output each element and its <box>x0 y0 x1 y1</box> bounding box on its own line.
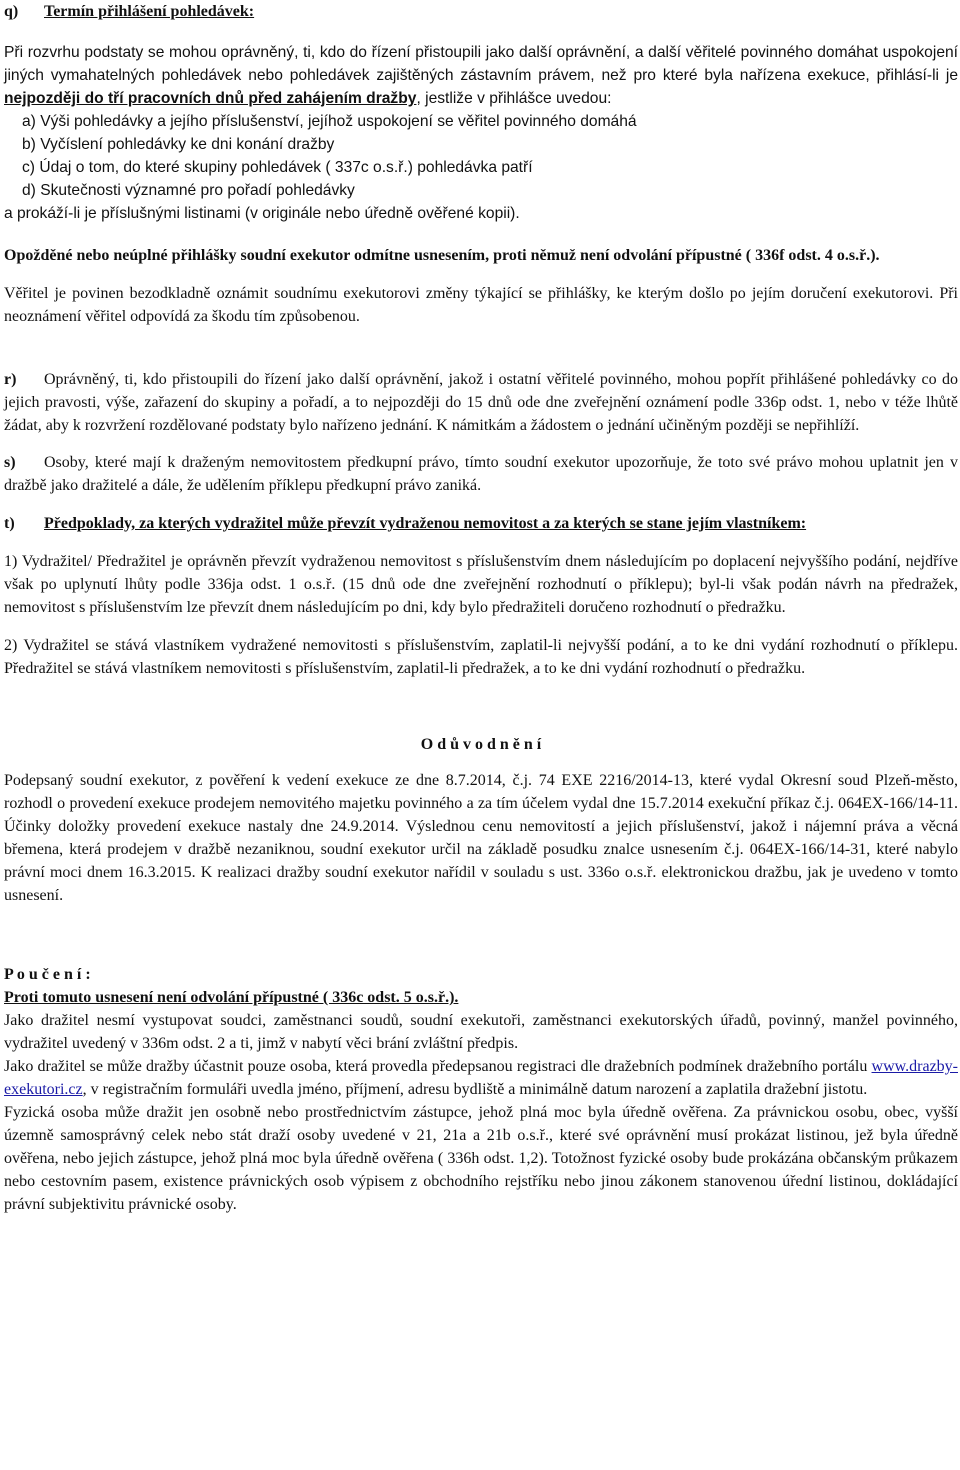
list-item: c) Údaj o tom, do které skupiny pohledávek ( 337c o.s.ř.) pohledávka patří <box>22 159 533 176</box>
section-t-title: Předpoklady, za kterých vydražitel může převzít vydraženou nemovitost a za kterých se stane jejím vlastníkem: <box>44 515 807 532</box>
instruction-text-b: , v registračním formuláři uvedla jméno, příjmení, adresu bydliště a minimálně datum narození a zaplatila dražební jistotu. <box>82 1081 868 1098</box>
takeover-paragraph-1: 1) Vydražitel/ Předražitel je oprávněn převzít vydraženou nemovitost s příslušenstvím dnem následujícím po doplacení nejvyššího podání, nejdříve však po uplynutí lhůty podle 336ja odst. 1 o.s.ř. (15 dnů ode dne zveřejnění rozhodnutí o příklepu); byl-li však podán návrh na předražek, nemovitost s příslušenstvím lze převzít dnem následujícím po dni, kdy bylo předražiteli doručeno rozhodnutí o předražku. <box>4 553 958 616</box>
section-t-heading <box>4 512 958 535</box>
list-item: a) Výši pohledávky a jejího příslušenství, jejíhož uspokojení se věřitel povinného domáhá <box>22 113 637 130</box>
instruction-paragraph-1: Jako dražitel nesmí vystupovat soudci, zaměstnanci soudů, soudní exekutoři, zaměstnanci exekutorských úřadů, povinný, manžel povinného, vydražitel uvedený v 336m odst. 2 a ti, jimž v nabytí věci brání zvláštní předpis. <box>4 1012 958 1052</box>
reasoning-heading: O d ů v o d n ě n í <box>420 736 542 753</box>
section-r-label: r) <box>4 371 17 388</box>
instruction-paragraph-2 <box>4 1055 958 1101</box>
section-t-label: t) <box>4 515 15 532</box>
creditor-duty-paragraph: Věřitel je povinen bezodkladně oznámit soudnímu exekutorovi změny týkající se přihlášky, ke kterým došlo po jejím doručení exekutorovi. Při neoznámení věřitel odpovídá za škodu tím způsobenou. <box>4 285 958 325</box>
section-q-label: q) <box>4 3 19 20</box>
section-q-closing: a prokáží-li je příslušnými listinami (v originále nebo úředně ověřené kopii). <box>4 205 520 222</box>
section-q-title: Termín přihlášení pohledávek: <box>44 3 255 20</box>
section-r-paragraph <box>4 368 958 437</box>
section-s-text: Osoby, které mají k draženým nemovitostem předkupní právo, tímto soudní exekutor upozorňuje, že toto své právo mohou uplatnit jen v dražbě jako dražitelé a dále, že udělením příklepu předkupní právo zaniká. <box>4 454 958 494</box>
section-q-heading <box>4 0 958 23</box>
section-s-paragraph <box>4 451 958 497</box>
section-q-text-b: , jestliže v přihlášce uvedou: <box>416 90 612 107</box>
list-item: d) Skutečnosti významné pro pořadí pohledávky <box>22 182 355 199</box>
instruction-paragraph-3: Fyzická osoba může dražit jen osobně nebo prostřednictvím zástupce, jehož plná moc byla úředně ověřena. Za právnickou osobu, obec, vyšší územně samosprávný celek nebo stát draží osoby uvedené v 21, 21a a 21b o.s.ř., které své oprávnění musí prokázat listinou, jež byla úředně ověřena, nebo jejich zástupce, jehož plná moc byla úředně ověřena ( 336h odst. 1,2). Totožnost fyzické osoby bude prokázána občanským průkazem nebo cestovním pasem, existence právnických osob výpisem z obchodního rejstříku nebo jinou zákonem stanovenou úřední listinou, dokládající právní subjektivitu právnické osoby. <box>4 1104 958 1213</box>
list-item: b) Vyčíslení pohledávky ke dni konání dražby <box>22 136 335 153</box>
no-appeal-notice: Proti tomuto usnesení není odvolání přípustné ( 336c odst. 5 o.s.ř.). <box>4 989 459 1006</box>
auction-portal-link[interactable]: www.drazby-exekutori.cz <box>4 1058 958 1098</box>
section-s-label: s) <box>4 454 16 471</box>
deadline-emphasis: nejpozději do tří pracovních dnů před zahájením dražby <box>4 90 417 107</box>
takeover-paragraph-2: 2) Vydražitel se stává vlastníkem vydražené nemovitosti s příslušenstvím, zaplatil-li nejvyšší podání, a to ke dni vydání rozhodnutí o příklepu. Předražitel se stává vlastníkem nemovitosti s příslušenstvím, zaplatil-li předražek, a to ke dni vydání rozhodnutí o předražku. <box>4 637 958 677</box>
instruction-text-a: Jako dražitel se může dražby účastnit pouze osoba, která provedla předepsanou registraci dle dražebních podmínek dražebního portálu <box>4 1058 872 1075</box>
document-page <box>4 0 958 1216</box>
section-r-text: Oprávněný, ti, kdo přistoupili do řízení jako další oprávnění, jakož i ostatní věřitelé povinného, mohou popřít přihlášené pohledávky co do jejich pravosti, výše, zařazení do skupiny a pořadí, a to nejpozději do 15 dnů ode dne zveřejnění oznámení podle 336p odst. 1, nebo v téže lhůtě žádat, aby k rozvržení rozdělované podstaty bylo nařízeno jednání. K námitkám a žádostem o jednání učiněným později se nepřihlíží. <box>4 371 958 434</box>
late-claims-notice: Opožděné nebo neúplné přihlášky soudní exekutor odmítne usnesením, proti němuž není odvolání přípustné ( 336f odst. 4 o.s.ř.). <box>4 247 880 264</box>
section-q-paragraph <box>4 41 958 110</box>
section-q-text-a: Při rozvrhu podstaty se mohou oprávněný, ti, kdo do řízení přistoupili jako další oprávnění, a další věřitelé povinného domáhat uspokojení jiných vymahatelných pohledávek nebo pohledávek zajištěných zástavním právem, než pro které byla nařízena exekuce, přihlásí-li je <box>4 44 958 84</box>
claim-requirements-list <box>4 110 958 202</box>
reasoning-paragraph: Podepsaný soudní exekutor, z pověření k vedení exekuce ze dne 8.7.2014, č.j. 74 EXE 2216/2014-13, které vydal Okresní soud Plzeň-město, rozhodl o provedení exekuce prodejem nemovitého majetku povinného a za tím účelem vydal dne 15.7.2014 exekuční příkaz č.j. 064EX-166/14-11. Účinky doložky provedení exekuce nastaly dne 24.9.2014. Výslednou cenu nemovitostí a jejich příslušenství, jakož i nájemní práva a věcná břemena, která prodejem v dražbě nezaniknou, soudní exekutor určil na základě posudku znalce usnesením č.j. 064EX-166/14-31, které nabylo právní moci dnem 16.3.2015. K realizaci dražby soudní exekutor nařídil v souladu s ust. 336o o.s.ř. elektronickou dražbu, jak je uvedeno v tomto usnesení. <box>4 772 958 904</box>
instruction-heading: P o u č e n í : <box>4 966 91 983</box>
